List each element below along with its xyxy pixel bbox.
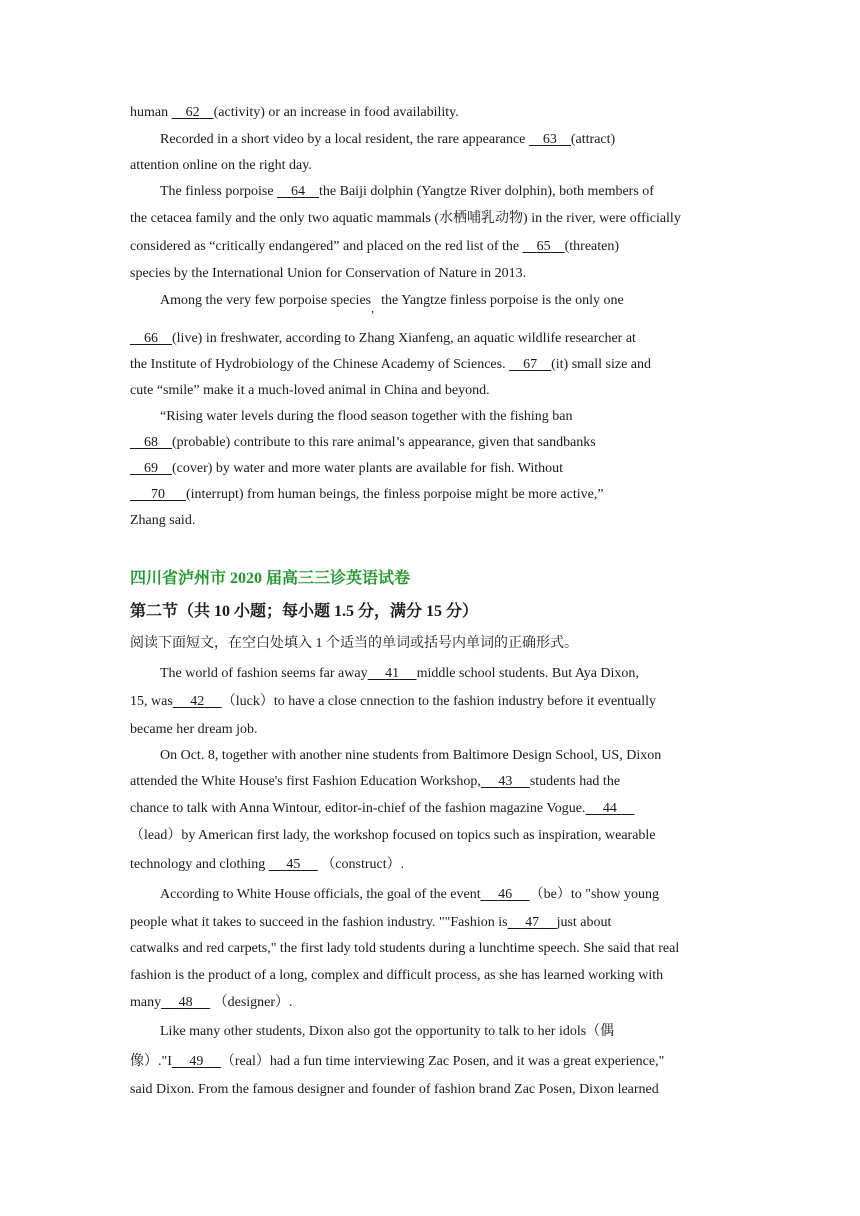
answer-blank: 70 [151,487,165,502]
passage-line: The finless porpoise 64 the Baiji dolphin (Yangtze River dolphin), both members of [160,184,654,199]
passage-line: catwalks and red carpets," the first lady told students during a lunchtime speech. She said that real [130,941,680,956]
answer-blank: 48 [178,995,193,1010]
passage-line: became her dream job. [130,722,258,737]
passage-line: （lead）by American first lady, the workshop focused on topics such as inspiration, wearable [130,828,656,843]
passage-line: “Rising water levels during the flood season together with the fishing ban [160,409,573,424]
passage-line: 66 (live) in freshwater, according to Zhang Xianfeng, an aquatic wildlife researcher at [130,330,636,348]
answer-blank: 68 [144,435,158,450]
passage-line: On Oct. 8, together with another nine students from Baltimore Design School, US, Dixon [160,748,662,763]
passage-line: Recorded in a short video by a local resident, the rare appearance 63 (attract) [160,132,616,147]
passage-line: attended the White House's first Fashion Education Workshop, 43 students had the [130,774,621,789]
passage-line: 68 (probable) contribute to this rare animal’s appearance, given that sandbanks [130,434,596,452]
answer-blank: 69 [144,461,158,476]
passage-line: many 48 （designer）. [130,995,293,1010]
passage-line: attention online on the right day. [130,158,312,173]
passage-line: considered as “critically endangered” and placed on the red list of the 65 (threaten) [130,239,620,254]
passage-line: fashion is the product of a long, complex and difficult process, as she has learned working with [130,968,664,983]
answer-blank: 63 [542,132,557,147]
answer-blank: 42 [190,694,205,709]
section-subtitle: 第二节（共 10 小题；每小题 1.5 分，满分 15 分） [130,603,479,620]
answer-blank: 64 [291,184,306,199]
passage-line: Zhang said. [130,513,196,528]
passage-line: said Dixon. From the famous designer and founder of fashion brand Zac Posen, Dixon learned [130,1082,659,1097]
passage-line: 15, was 42 （luck）to have a close cnnection to the fashion industry before it eventually [130,694,657,709]
passage-line: the cetacea family and the only two aquatic mammals (水栖哺乳动物) in the river, were officially [130,211,681,226]
passage-line: The world of fashion seems far away 41 middle school students. But Aya Dixon, [160,666,639,681]
answer-blank: 65 [536,239,551,254]
passage-line: the Institute of Hydrobiology of the Chinese Academy of Sciences. 67 (it) small size and [130,357,652,372]
section-instruction: 阅读下面短文，在空白处填入 1 个适当的单词或括号内单词的正确形式。 [130,636,578,651]
answer-blank: 46 [498,887,513,902]
answer-blank: 49 [189,1054,204,1069]
answer-blank: 43 [498,774,513,789]
answer-blank: 67 [523,357,538,372]
passage-line: According to White House officials, the goal of the event 46 （be）to "show young [160,887,660,902]
answer-blank: 44 [602,801,617,816]
passage-line: human 62 (activity) or an increase in food availability. [130,105,459,120]
passage-line: technology and clothing 45 （construct）. [130,857,405,872]
answer-blank: 41 [385,666,400,681]
answer-blank: 62 [185,105,200,120]
passage-line: 70 (interrupt) from human beings, the finless porpoise might be more active,” [130,486,604,504]
passage-line: chance to talk with Anna Wintour, editor-in-chief of the fashion magazine Vogue. 44 [130,800,634,818]
section-title: 四川省泸州市 2020 届高三三诊英语试卷 [130,570,411,587]
answer-blank: 66 [144,331,158,346]
passage-line: cute “smile” make it a much-loved animal in China and beyond. [130,383,490,398]
passage-line: 69 (cover) by water and more water plants are available for fish. Without [130,460,563,478]
answer-blank: 47 [525,915,540,930]
passage-line: Like many other students, Dixon also got the opportunity to talk to her idols（偶 [160,1024,615,1039]
passage-line: species by the International Union for Conservation of Nature in 2013. [130,266,527,281]
answer-blank: 45 [286,857,301,872]
passage-line: Among the very few porpoise species, the Yangtze finless porpoise is the only one [160,293,624,315]
passage-line: people what it takes to succeed in the fashion industry. ""Fashion is 47 just about [130,915,612,930]
passage-line: 像）."I 49 （real）had a fun time interviewing Zac Posen, and it was a great experience," [130,1054,665,1069]
